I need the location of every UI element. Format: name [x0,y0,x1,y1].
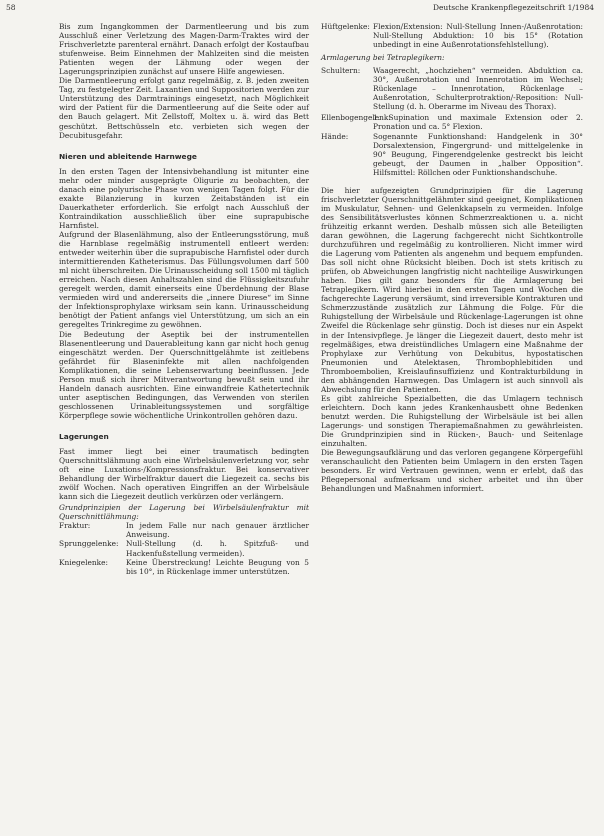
definition-term: Sprunggelenke: [59,539,119,549]
definition-row [59,521,309,539]
definition-value: In jedem Falle nur nach genauer ärztlicher Anweisung. [126,521,309,540]
page-number: 58 [6,3,16,12]
paragraph: Fast immer liegt bei einer traumatisch bedingten Querschnittslähmung auch eine Wirbelsäulenverletzung vor, sehr oft eine Luxations-/Kompressionsfraktur. Bei konservativer Behandlung der Wirbelfraktur dauert die Liegezeit ca. sechs bis zwölf Wochen. Nach operativen Eingriffen an der Wirbelsäule kann sich die Liegezeit deutlich verkürzen oder verlängern. [59,447,309,502]
definition-row [321,132,583,177]
paragraph: Es gibt zahlreiche Spezialbetten, die das Umlagern technisch erleichtern. Doch kann jedes Krankenhausbett ohne Bedenken benutzt werden. Die Ruhigstellung der Wirbelsäule ist bei allen Lagerungs- und sonstigen Therapiemaßnahmen zu gewährleisten. Die Grundprinzipien sind in Rücken-, Bauch- und Seitenlage einzuhalten. [321,393,583,449]
page-header [6,3,594,15]
italic-subheading: Armlagerung bei Tetraplegikern: [321,53,445,63]
definition-term: Kniegelenke: [59,557,108,567]
paragraph: Die hier aufgezeigten Grundprinzipien für die Lagerung frischverletzter Querschnittgelähmter sind geeignet, Komplikationen im Muskulatur, Sehnen- und Gelenkkapseln zu vermeiden. Infolge des Sensibilitätsverlustes können Schmerzreaktionen u. a. nicht frühzeitig erkannt werden. Deshalb müssen sich alle Beteiligten daran gewöhnen, die Lagerung fachgerecht nicht Sichtkontrolle durchzuführen und regelmäßig zu kontrollieren. Nicht immer wird die Lagerung vom Patienten als angenehm und bequem empfunden. Das soll nicht ohne Rücksicht bleiben. Doch ist stets kritisch zu prüfen, ob Abweichungen langfristig nicht nachteilige Auswirkungen haben. Dies gilt ganz besonders für die Armlagerung bei Tetraplegikern. Wird hierbei in den ersten Tagen und Wochen die fachgerechte Lagerung versäumt, sind irreversible Kontrakturen und Schmerzzustände zusätzlich zur Lähmung die Folge. Für die Ruhigstellung der Wirbelsäule und Rückenlage-Lagerungen ist ohne Zweifel die Rückenlage sehr günstig. Doch ist dieses nur ein Aspekt in der Intensivpflege. Je länger die Liegezeit dauert, desto mehr ist regelmäßiges, etwa dreistündliches Umlagern eine Maßnahme der Prophylaxe zur Verhütung von Dekubitus, hypostatischen Pneumonien und Atelektasen, Thrombophlebitiden und Thromboembolien, Kreislaufinsuffizienz und Kontrakturbildung in den abhängenden Harnwegen. Das Umlagern ist auch sinnvoll als Abwechslung für den Patienten. [321,185,583,394]
definition-value: Flexion/Extension: Null-Stellung Innen-/Außenrotation: Null-Stellung Abduktion: 10 bis 15° (Rotation unbedingt in eine Außenrotationsfehlstellung). [373,22,583,50]
definition-value: Waagerecht, „hochziehen“ vermeiden. Abduktion ca. 30°, Außenrotation und Innenrotation im Wechsel; Rückenlage – Innenrotation, Rückenlage – Außenrotation, Schulterprotraktion/-Reposition: Null-Stellung (d. h. Oberarme im Niveau des Thorax). [373,66,583,112]
definition-row [59,539,309,557]
journal-title: Deutsche Krankenpflegezeitschrift 1/1984 [432,3,594,12]
left-column [59,22,309,576]
definition-term: Hände: [321,131,349,141]
section-heading: Lagerungen [59,431,109,441]
paragraph: Die Darmentleerung erfolgt ganz regelmäßig, z. B. jeden zweiten Tag, zu festgelegter Zeit. Laxantien und Suppositorien werden zur Unterstützung des Darmtrainings eingesetzt, nach Möglichkeit wird der Patient für die Darmentleerung auf die Seite oder auf den Bauch gelagert. Mit Zellstoff, Moltex u. ä. wird das Bett geschützt. Bettschüsseln etc. verbieten sich wegen der Decubitusgefahr. [59,76,309,140]
paragraph: Aufgrund der Blasenlähmung, also der Entleerungsstörung, muß die Harnblase regelmäßig instrumentell entleert werden: entweder weiterhin über die suprapubische Harnfistel oder durch intermittierenden Katheterismus. Das Füllungsvolumen darf 500 ml nicht überschreiten. Die Urinausscheidung soll 1500 ml täglich erreichen. Nach diesen Anhaltszahlen sind die Flüssigkeitszufuhr geregelt werden, damit einerseits eine Überdehnung der Blase vermieden wird und andererseits die „innere Diurese“ im Sinne der Infektionsprophylaxe wirksam sein kann. Urinausscheidung benötigt der Patient anfangs viel Unterstützung, um sich an ein geregeltes Trinkregime zu gewöhnen. [59,229,309,330]
definition-row [321,66,583,111]
definition-term: Schultern: [321,66,361,76]
definition-term: Fraktur: [59,521,91,531]
definition-row [59,558,309,576]
definition-term: Hüftgelenke: [321,22,370,31]
definition-row [321,113,583,131]
paragraph: In den ersten Tagen der Intensivbehandlung ist mitunter eine mehr oder minder ausgeprägte Oligurie zu beobachten, der danach eine polyurische Phase von wenigen Tagen folgt. Für die exakte Bilanzierung in kurzen Zeitabständen ist ein Dauerkatheter erforderlich. Sie erfolgt nach Ausschluß der Kontraindikation ausschließlich über eine suprapubische Harnfistel. [59,166,309,230]
paragraph: Die Bedeutung der Aseptik bei der instrumentellen Blasenentleerung und Dauerableitung kann gar nicht hoch genug eingeschätzt werden. Der Querschnittgelähmte ist zeitlebens gefährdet für Blaseninfekte mit allen nachfolgenden Komplikationen, die seine Lebenserwartung beeinflussen. Jede Person muß sich ihrer Mitverantwortung bewußt sein und ihr Handeln danach ausrichten. Eine einwandfreie Kathetertechnik unter aseptischen Bedingungen, das Verwenden von sterilen geschlossenen Urinableitungssystemen und sorgfältige Körperpflege sowie wöchentliche Urinkontrollen gehören dazu. [59,329,309,420]
definition-value: Null-Stellung (d. h. Spitzfuß- und Hackenfußstellung vermeiden). [126,539,309,558]
definition-value: Keine Überstreckung! Leichte Beugung von 5 bis 10°, in Rückenlage immer unterstützen. [126,557,309,576]
right-column [321,22,583,493]
section-heading: Nieren und ableitende Harnwege [59,151,197,161]
italic-subheading: Grundprinzipien der Lagerung bei Wirbelsäulenfraktur mit Querschnittlähmung: [59,503,309,522]
paragraph: Bis zum Ingangkommen der Darmentleerung und bis zum Ausschluß einer Verletzung des Magen-Darm-Traktes wird der Frischverletzte parenteral ernährt. Danach erfolgt der Kostaufbau stufenweise. Beim Einnehmen der Mahlzeiten sind die meisten Patienten wegen der Lähmung oder wegen der Lagerungsprinzipien zunächst auf unsere Hilfe angewiesen. [59,22,309,77]
definition-term: Ellenbogengelenk: [321,113,391,123]
paragraph: Die Bewegungsaufklärung und das verloren gegangene Körpergefühl veranschaulicht den Patienten beim Umlagern in den ersten Tagen besonders. Er wird Vertrauen gewinnen, wenn er erlebt, daß das Pflegepersonal aufmerksam und sicher arbeitet und ihn über Behandlungen und Maßnahmen informiert. [321,448,583,494]
definition-value: 1. Supination und maximale Extension oder 2. Pronation und ca. 5° Flexion. [373,113,583,132]
definition-row [321,22,583,49]
definition-value: Sogenannte Funktionshand: Handgelenk in 30° Dorsalextension, Fingergrund- und mittelgelenke in 90° Beugung, Fingerendgelenke gestreckt bis leicht gebeugt, der Daumen in „halber Opposition“. Hilfsmittel: Röllchen oder Funktionshandschuhe. [373,131,583,177]
